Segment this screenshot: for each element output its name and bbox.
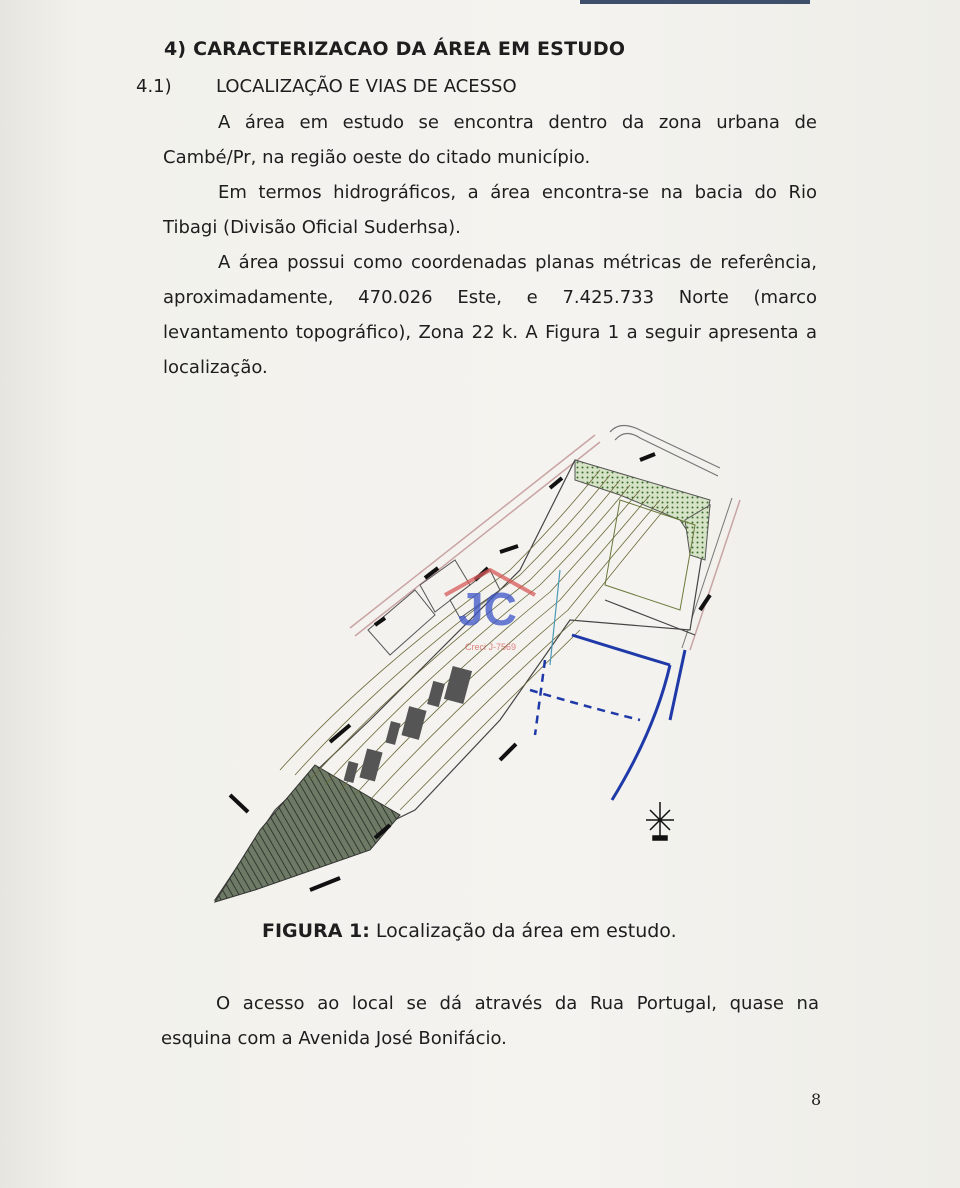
- location-map-figure: [200, 420, 760, 920]
- watermark-letters: JC: [458, 583, 517, 635]
- north-arrow-icon: [646, 802, 674, 840]
- road-curve: [610, 425, 720, 468]
- subsection-number: 4.1): [136, 76, 172, 97]
- paragraph-coordinates: A área possui como coordenadas planas métricas de referência, aproximadamente, 470.026 Este, e 7.425.733 Norte (marco levantamento topográfico), Zona 22 k. A Figura 1 a seguir apresenta a localização.: [163, 252, 817, 378]
- paragraph-hydrography: Em termos hidrográficos, a área encontra-se na bacia do Rio Tibagi (Divisão Oficial Suderhsa).: [163, 182, 817, 238]
- figure-caption-text: Localização da área em estudo.: [369, 920, 677, 942]
- paragraph-location: A área em estudo se encontra dentro da zona urbana de Cambé/Pr, na região oeste do citado município.: [163, 112, 817, 168]
- top-edge-strip: [580, 0, 810, 4]
- section-heading: 4) CARACTERIZACAO DA ÁREA EM ESTUDO: [164, 38, 626, 60]
- watermark-creci: Creci J-7569: [465, 642, 517, 652]
- subsection-title: LOCALIZAÇÃO E VIAS DE ACESSO: [216, 76, 517, 97]
- paragraph-access: O acesso ao local se dá através da Rua Portugal, quase na esquina com a Avenida José Bonifácio.: [161, 993, 819, 1049]
- page-number: 8: [811, 1090, 822, 1109]
- figure-caption-label: FIGURA 1:: [262, 920, 370, 942]
- topographic-plan-drawing: [200, 420, 760, 920]
- road-curve: [615, 433, 718, 476]
- figure-caption: [262, 920, 677, 942]
- drainage-dashed-lines: [530, 660, 640, 735]
